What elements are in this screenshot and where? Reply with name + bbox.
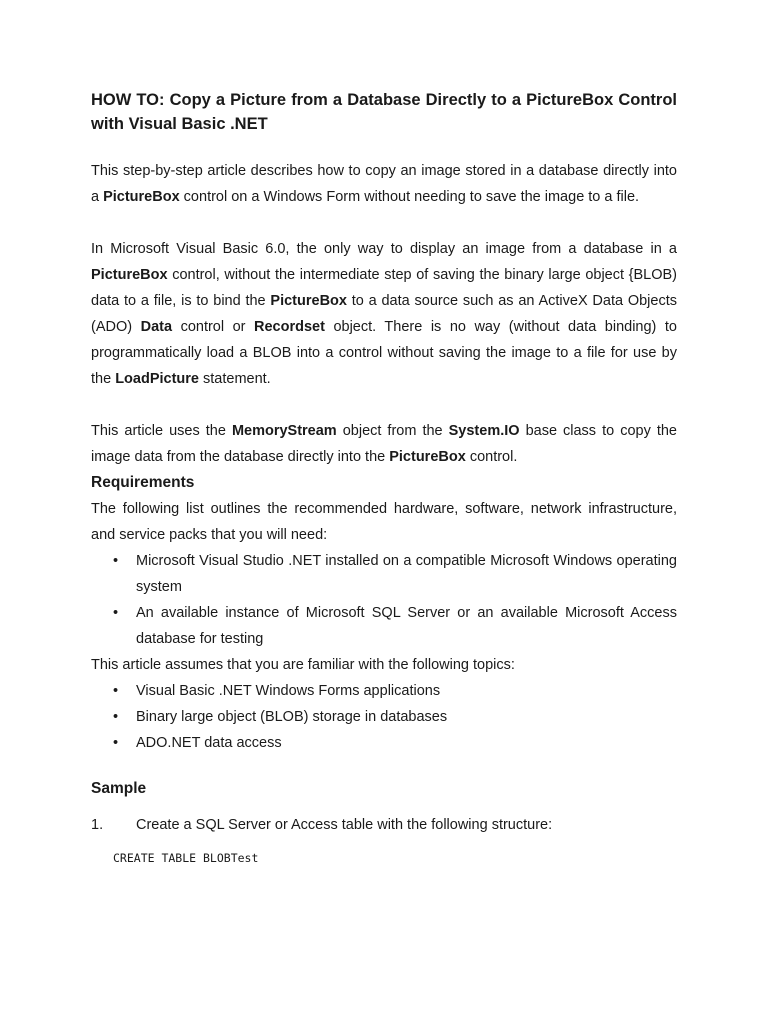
list-item [91,548,677,600]
list-item-text: ADO.NET data access [136,735,282,751]
vb6-bold-5: LoadPicture [115,371,199,387]
vb6-paragraph [91,236,677,392]
step-number: 1. [91,817,104,833]
requirements-list [91,548,677,652]
step-text: Create a SQL Server or Access table with the following structure: [136,817,553,833]
list-item-text: Binary large object (BLOB) storage in databases [136,709,448,725]
article [91,88,677,868]
vb6-text-5: object. There is no way (without data binding) to programmatically load a BLOB into a control without saving the image to a file for use by the [91,319,677,387]
intro-text-2: control on a Windows Form without needing to save the image to a file. [179,189,640,205]
vb6-text-1: In Microsoft Visual Basic 6.0, the only way to display an image from a database in a [91,241,677,257]
bullet-icon: • [113,735,119,751]
list-item [91,730,677,756]
list-item [91,812,677,838]
sample-heading: Sample [91,780,147,797]
intro-text-1: This step-by-step article describes how to copy an image stored in a database directly into a [91,163,677,205]
topics-intro: This article assumes that you are familiar with the following topics: [91,657,515,673]
memstream-text-2: object from the [336,423,449,439]
list-item-text: An available instance of Microsoft SQL Server or an available Microsoft Access database for testing [136,605,677,647]
list-item [91,704,677,730]
intro-bold-1: PictureBox [103,189,180,205]
vb6-text-3: to a data source such as an ActiveX Data Objects (ADO) [91,293,677,335]
requirements-heading: Requirements [91,474,195,491]
list-item [91,678,677,704]
vb6-bold-1: PictureBox [91,267,168,283]
memstream-text-4: control. [465,449,518,465]
bullet-icon: • [113,553,119,569]
memstream-bold-1: MemoryStream [231,423,337,439]
vb6-text-6: statement. [198,371,271,387]
code-block: CREATE TABLE BLOBTest [113,851,259,865]
topics-list [91,678,677,756]
memstream-text-1: This article uses the [91,423,232,439]
sample-steps [91,812,677,838]
bullet-icon: • [113,605,119,621]
list-item-text: Microsoft Visual Studio .NET installed on a compatible Microsoft Windows operating system [136,553,677,595]
memstream-bold-3: PictureBox [389,449,466,465]
vb6-text-4: control or [172,319,255,335]
page-title: HOW TO: Copy a Picture from a Database Directly to a PictureBox Control with Visual Basic .NET [91,91,677,133]
vb6-bold-4: Recordset [254,319,325,335]
list-item [91,600,677,652]
vb6-bold-3: Data [140,319,173,335]
bullet-icon: • [113,683,119,699]
vb6-bold-2: PictureBox [270,293,347,309]
memstream-bold-2: System.IO [448,423,520,439]
bullet-icon: • [113,709,119,725]
memstream-paragraph [91,418,677,470]
list-item-text: Visual Basic .NET Windows Forms applications [136,683,441,699]
intro-paragraph [91,158,677,210]
vb6-text-2: control, without the intermediate step of saving the binary large object {BLOB) data to a file, is to bind the [91,267,677,309]
memstream-text-3: base class to copy the image data from the database directly into the [91,423,677,465]
requirements-intro: The following list outlines the recommended hardware, software, network infrastructure, and service packs that you will need: [91,501,677,543]
